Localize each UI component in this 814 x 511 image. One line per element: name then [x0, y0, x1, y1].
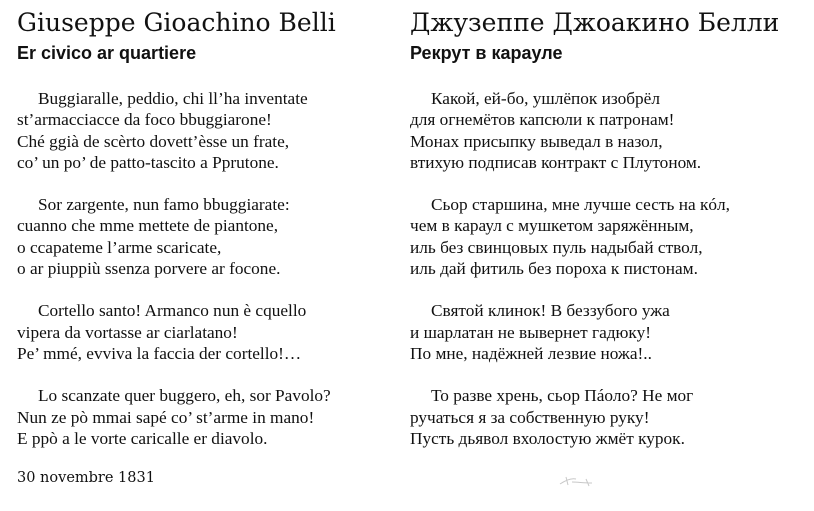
poem-line: o ccapateme l’arme scaricate, [17, 237, 222, 257]
poem-line: для огнемётов капсюли к патронам! [410, 110, 675, 130]
italian-stanza-4 [17, 385, 402, 449]
russian-stanza-3 [410, 300, 810, 364]
russian-title: Рекрут в карауле [410, 43, 563, 63]
russian-poem [410, 88, 810, 449]
poem-line: st’armacciacce da foco bbuggiarone! [17, 110, 272, 130]
poem-line: Пусть дьявол вхолостую жмёт курок. [410, 428, 685, 448]
poem-line: cuanno che mme mettete de piantone, [17, 216, 279, 236]
poem-line: Какой, ей-бо, ушлёпок изобрёл [431, 89, 660, 108]
poem-date: 30 novembre 1831 [17, 470, 155, 486]
italian-column [17, 0, 402, 470]
poem-line: Сьор старшина, мне лучше сесть на кóл, [431, 195, 730, 215]
italian-stanza-3 [17, 300, 402, 364]
poem-line: Cortello santo! Armanco nun è cquello [38, 301, 307, 321]
poem-line: Pe’ mmé, evviva la faccia der cortello!… [17, 343, 302, 363]
poem-line: Lo scanzate quer buggero, eh, sor Pavolo? [38, 386, 331, 406]
italian-stanza-1 [17, 88, 402, 173]
poem-line: Ché ggià de scèrto dovett’èsse un frate, [17, 131, 290, 151]
italian-poem [17, 88, 402, 449]
poem-line: По мне, надёжней лезвие ножа!.. [410, 343, 652, 363]
poem-line: иль без свинцовых пуль надыбай ствол, [410, 237, 703, 257]
signature-mark [556, 474, 598, 490]
poem-line: o ar piuppiù ssenza porvere ar focone. [17, 259, 281, 279]
russian-stanza-4 [410, 385, 810, 449]
poem-line: иль дай фитиль без пороха к пистонам. [410, 259, 698, 279]
russian-column [410, 0, 810, 470]
poem-line: втихую подписав контракт с Плутоном. [410, 152, 702, 172]
poem-line: чем в караул с мушкетом заряжённым, [410, 216, 694, 236]
poem-line: Святой клинок! В беззубого ужа [431, 301, 670, 321]
italian-author: Giuseppe Gioachino Belli [17, 8, 336, 37]
poem-line: То разве хрень, сьор Пáоло? Не мог [431, 386, 694, 406]
poem-line: Sor zargente, nun famo bbuggiarate: [38, 195, 290, 215]
italian-title: Er civico ar quartiere [17, 43, 197, 63]
poem-line: co’ un po’ de patto-tascito a Pprutone. [17, 152, 279, 172]
russian-author: Джузеппе Джоакино Белли [410, 8, 780, 37]
poem-line: ручаться я за собственную руку! [410, 407, 650, 427]
russian-stanza-1 [410, 88, 810, 173]
russian-stanza-2 [410, 194, 810, 279]
italian-stanza-2 [17, 194, 402, 279]
poem-line: Buggiaralle, peddio, chi ll’ha inventate [38, 89, 308, 108]
poem-line: и шарлатан не вывернет гадюку! [410, 322, 651, 342]
poem-line: Nun ze pò mmai sapé co’ st’arme in mano! [17, 407, 315, 427]
poem-line: E ppò a le vorte caricalle er diavolo. [17, 428, 268, 448]
poem-line: vipera da vortasse ar ciarlatano! [17, 322, 238, 342]
poem-line: Монах присыпку выведал в назол, [410, 131, 663, 151]
